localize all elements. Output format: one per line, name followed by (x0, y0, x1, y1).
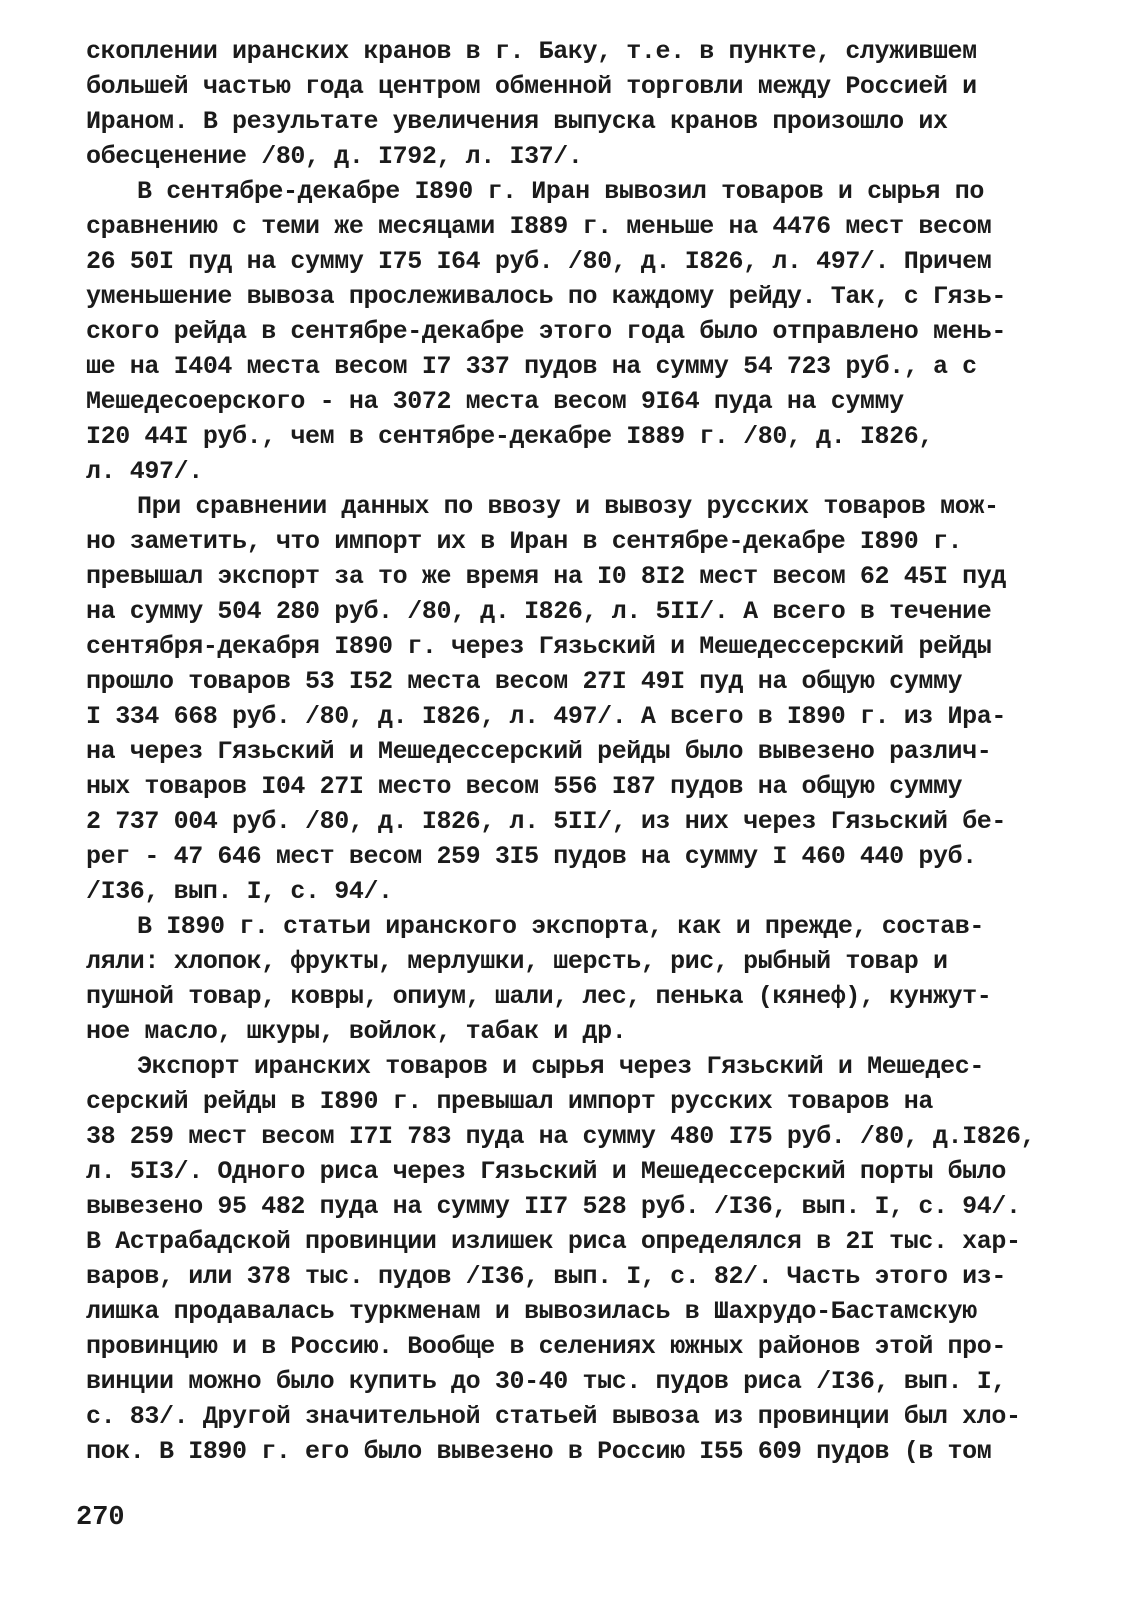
text-line: обесценение /80, д. I792, л. I37/. (86, 142, 583, 171)
text-line: лишка продавалась туркменам и вывозилась в Шахрудо-Бастамскую (86, 1297, 977, 1326)
text-line: 2 737 004 руб. /80, д. I826, л. 5II/, из них через Гязьский бе- (86, 807, 1006, 836)
text-line: /I36, вып. I, с. 94/. (86, 877, 393, 906)
text-line: Мешедесоерского - на 3072 места весом 9I64 пуда на сумму (86, 387, 904, 416)
text-line: ное масло, шкуры, войлок, табак и др. (86, 1017, 627, 1046)
text-line: I20 44I руб., чем в сентябре-декабре I889 г. /80, д. I826, (86, 422, 933, 451)
text-line: ского рейда в сентябре-декабре этого года было отправлено мень- (86, 317, 1006, 346)
text-line: В Астрабадской провинции излишек риса определялся в 2I тыс. хар- (86, 1227, 1021, 1256)
text-line: сентября-декабря I890 г. через Гязьский и Мешедессерский рейды (86, 632, 992, 661)
text-line: на сумму 504 280 руб. /80, д. I826, л. 5II/. А всего в течение (86, 597, 992, 626)
text-line: на через Гязьский и Мешедессерский рейды было вывезено различ- (86, 737, 992, 766)
body-text (86, 34, 1046, 1469)
text-line: При сравнении данных по ввозу и вывозу русских товаров мож- (137, 492, 999, 521)
text-line: прошло товаров 53 I52 места весом 27I 49I пуд на общую сумму (86, 667, 963, 696)
text-line: В сентябре-декабре I890 г. Иран вывозил товаров и сырья по (137, 177, 984, 206)
text-line: рег - 47 646 мест весом 259 3I5 пудов на сумму I 460 440 руб. (86, 842, 977, 871)
text-line: л. 497/. (86, 457, 203, 486)
page-number: 270 (76, 1503, 125, 1533)
text-line: превышал экспорт за то же время на I0 8I2 мест весом 62 45I пуд (86, 562, 1006, 591)
text-line: с. 83/. Другой значительной статьей вывоза из провинции был хло- (86, 1402, 1021, 1431)
text-line: скоплении иранских кранов в г. Баку, т.е. в пункте, служившем (86, 37, 977, 66)
text-line: провинцию и в Россию. Вообще в селениях южных районов этой про- (86, 1332, 1006, 1361)
text-line: уменьшение вывоза прослеживалось по каждому рейду. Так, с Гязь- (86, 282, 1006, 311)
text-line: большей частью года центром обменной торговли между Россией и (86, 72, 977, 101)
text-line: ляли: хлопок, фрукты, мерлушки, шерсть, рис, рыбный товар и (86, 947, 948, 976)
text-line: вывезено 95 482 пуда на сумму II7 528 руб. /I36, вып. I, с. 94/. (86, 1192, 1021, 1221)
text-line: винции можно было купить до 30-40 тыс. пудов риса /I36, вып. I, (86, 1367, 1006, 1396)
text-line: ше на I404 места весом I7 337 пудов на сумму 54 723 руб., а с (86, 352, 977, 381)
text-line: но заметить, что импорт их в Иран в сентябре-декабре I890 г. (86, 527, 963, 556)
text-line: ных товаров I04 27I место весом 556 I87 пудов на общую сумму (86, 772, 963, 801)
text-line: 26 50I пуд на сумму I75 I64 руб. /80, д. I826, л. 497/. Причем (86, 247, 992, 276)
text-line: сравнению с теми же месяцами I889 г. меньше на 4476 мест весом (86, 212, 992, 241)
text-line: варов, или 378 тыс. пудов /I36, вып. I, с. 82/. Часть этого из- (86, 1262, 1006, 1291)
text-line: л. 5I3/. Одного риса через Гязьский и Мешедессерский порты было (86, 1157, 1006, 1186)
text-line: серский рейды в I890 г. превышал импорт русских товаров на (86, 1087, 933, 1116)
text-line: В I890 г. статьи иранского экспорта, как и прежде, состав- (137, 912, 984, 941)
text-line: пок. В I890 г. его было вывезено в Россию I55 609 пудов (в том (86, 1437, 992, 1466)
text-line: пушной товар, ковры, опиум, шали, лес, пенька (кянеф), кунжут- (86, 982, 992, 1011)
text-line: Экспорт иранских товаров и сырья через Гязьский и Мешедес- (137, 1052, 984, 1081)
text-line: 38 259 мест весом I7I 783 пуда на сумму 480 I75 руб. /80, д.I826, (86, 1122, 1036, 1151)
text-line: I 334 668 руб. /80, д. I826, л. 497/. А всего в I890 г. из Ира- (86, 702, 1006, 731)
text-line: Ираном. В результате увеличения выпуска кранов произошло их (86, 107, 948, 136)
